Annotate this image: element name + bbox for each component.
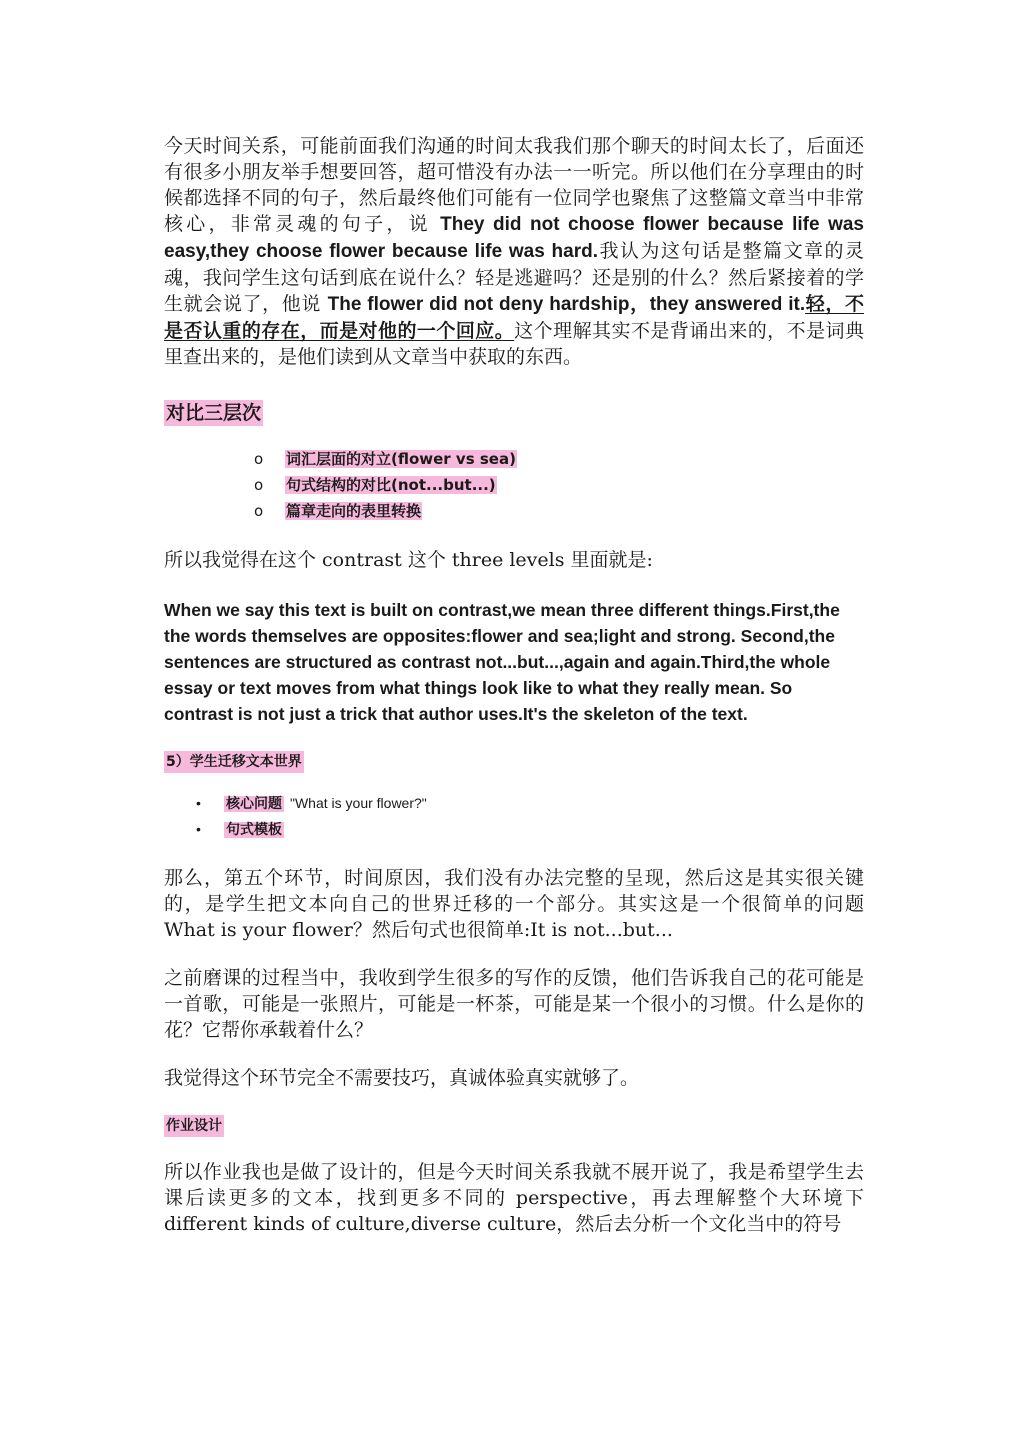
intro-text-1: 今天时间关系，可能前面我们沟通的时间太我我们那个聊天的时间太长了，后面还有很多小朋友举手想要回答，超可惜没有办法一一听完。所以他们在分享理由的时候都选择不同的句子，然后最终他们可能有一位同学也聚焦了这整篇文章当中非常核心，非常灵魂的句子，说 <box>164 135 864 235</box>
key-sentence-english: They did not choose flower because life was easy,they choose flower because life was hard. <box>164 214 864 262</box>
paragraph-contrast-english: When we say this text is built on contrast,we mean three different things.First,the the words themselves are opposites:flower and sea;light and strong. Second,the sentences are structured as contrast not...but...,again and again.Third,the whole essay or text moves from what things look like to what they really mean. So contrast is not just a trick that author uses.It's the skeleton of the text. <box>164 600 840 724</box>
circle-bullet-icon: o <box>254 450 264 468</box>
list-item: o 句式结构的对比(not...but...) <box>254 472 864 498</box>
circle-bullet-icon: o <box>254 476 264 494</box>
student-answer-english: The flower did not deny hardship，they answered it. <box>327 294 806 315</box>
key-interpretation-underlined: 轻，不是否认重的存在，而是对他的一个回应。 <box>164 293 864 342</box>
list-item: o 篇章走向的表里转换 <box>254 498 864 524</box>
heading-homework-wrap <box>164 1115 864 1137</box>
circle-bullet-icon: o <box>254 502 264 520</box>
heading-section5: 5）学生迁移文本世界 <box>164 751 304 773</box>
paragraph-section5: 那么，第五个环节，时间原因，我们没有办法完整的呈现，然后这是其实很关键的，是学生把文本向自己的世界迁移的一个部分。其实这是一个很简单的问题 What is your flower？然后句式也很简单:It is not...but... <box>164 867 864 941</box>
list-item: • 核心问题 "What is your flower?" <box>196 791 864 817</box>
paragraph-homework: 所以作业我也是做了设计的，但是今天时间关系我就不展开说了，我是希望学生去课后读更多的文本，找到更多不同的 perspective，再去理解整个大环境下 different kinds of culture,diverse culture，然后去分析一个文化当中的符号 <box>164 1161 864 1235</box>
paragraph-sincerity: 我觉得这个环节完全不需要技巧，真诚体验真实就够了。 <box>164 1067 640 1089</box>
heading-section5-wrap <box>164 751 864 773</box>
paragraph-intro <box>164 133 864 370</box>
heading-contrast-levels-wrap <box>164 400 864 426</box>
contrast-levels-list <box>164 446 864 524</box>
list-item: • 句式模板 <box>196 817 864 843</box>
bullet-icon: • <box>196 795 201 811</box>
paragraph-student-feedback: 之前磨课的过程当中，我收到学生很多的写作的反馈，他们告诉我自己的花可能是一首歌，可能是一张照片，可能是一杯茶，可能是某一个很小的习惯。什么是你的花？它帮你承载着什么？ <box>164 967 864 1041</box>
intro-text-2: 我认为这句话是整篇文章的灵魂，我问学生这句话到底在说什么？轻是逃避吗？还是别的什么？然后紧接着的学生就会说了，他说 <box>164 240 864 315</box>
section5-list <box>164 791 864 843</box>
intro-text-3: 这个理解其实不是背诵出来的，不是词典里查出来的，是他们读到从文章当中获取的东西。 <box>164 320 864 368</box>
list-item: o 词汇层面的对立(flower vs sea) <box>254 446 864 472</box>
document-page <box>164 133 864 1237</box>
heading-homework: 作业设计 <box>164 1115 224 1137</box>
paragraph-contrast-intro: 所以我觉得在这个 contrast 这个 three levels 里面就是: <box>164 549 653 571</box>
heading-contrast-levels: 对比三层次 <box>166 402 262 424</box>
bullet-icon: • <box>196 821 201 837</box>
